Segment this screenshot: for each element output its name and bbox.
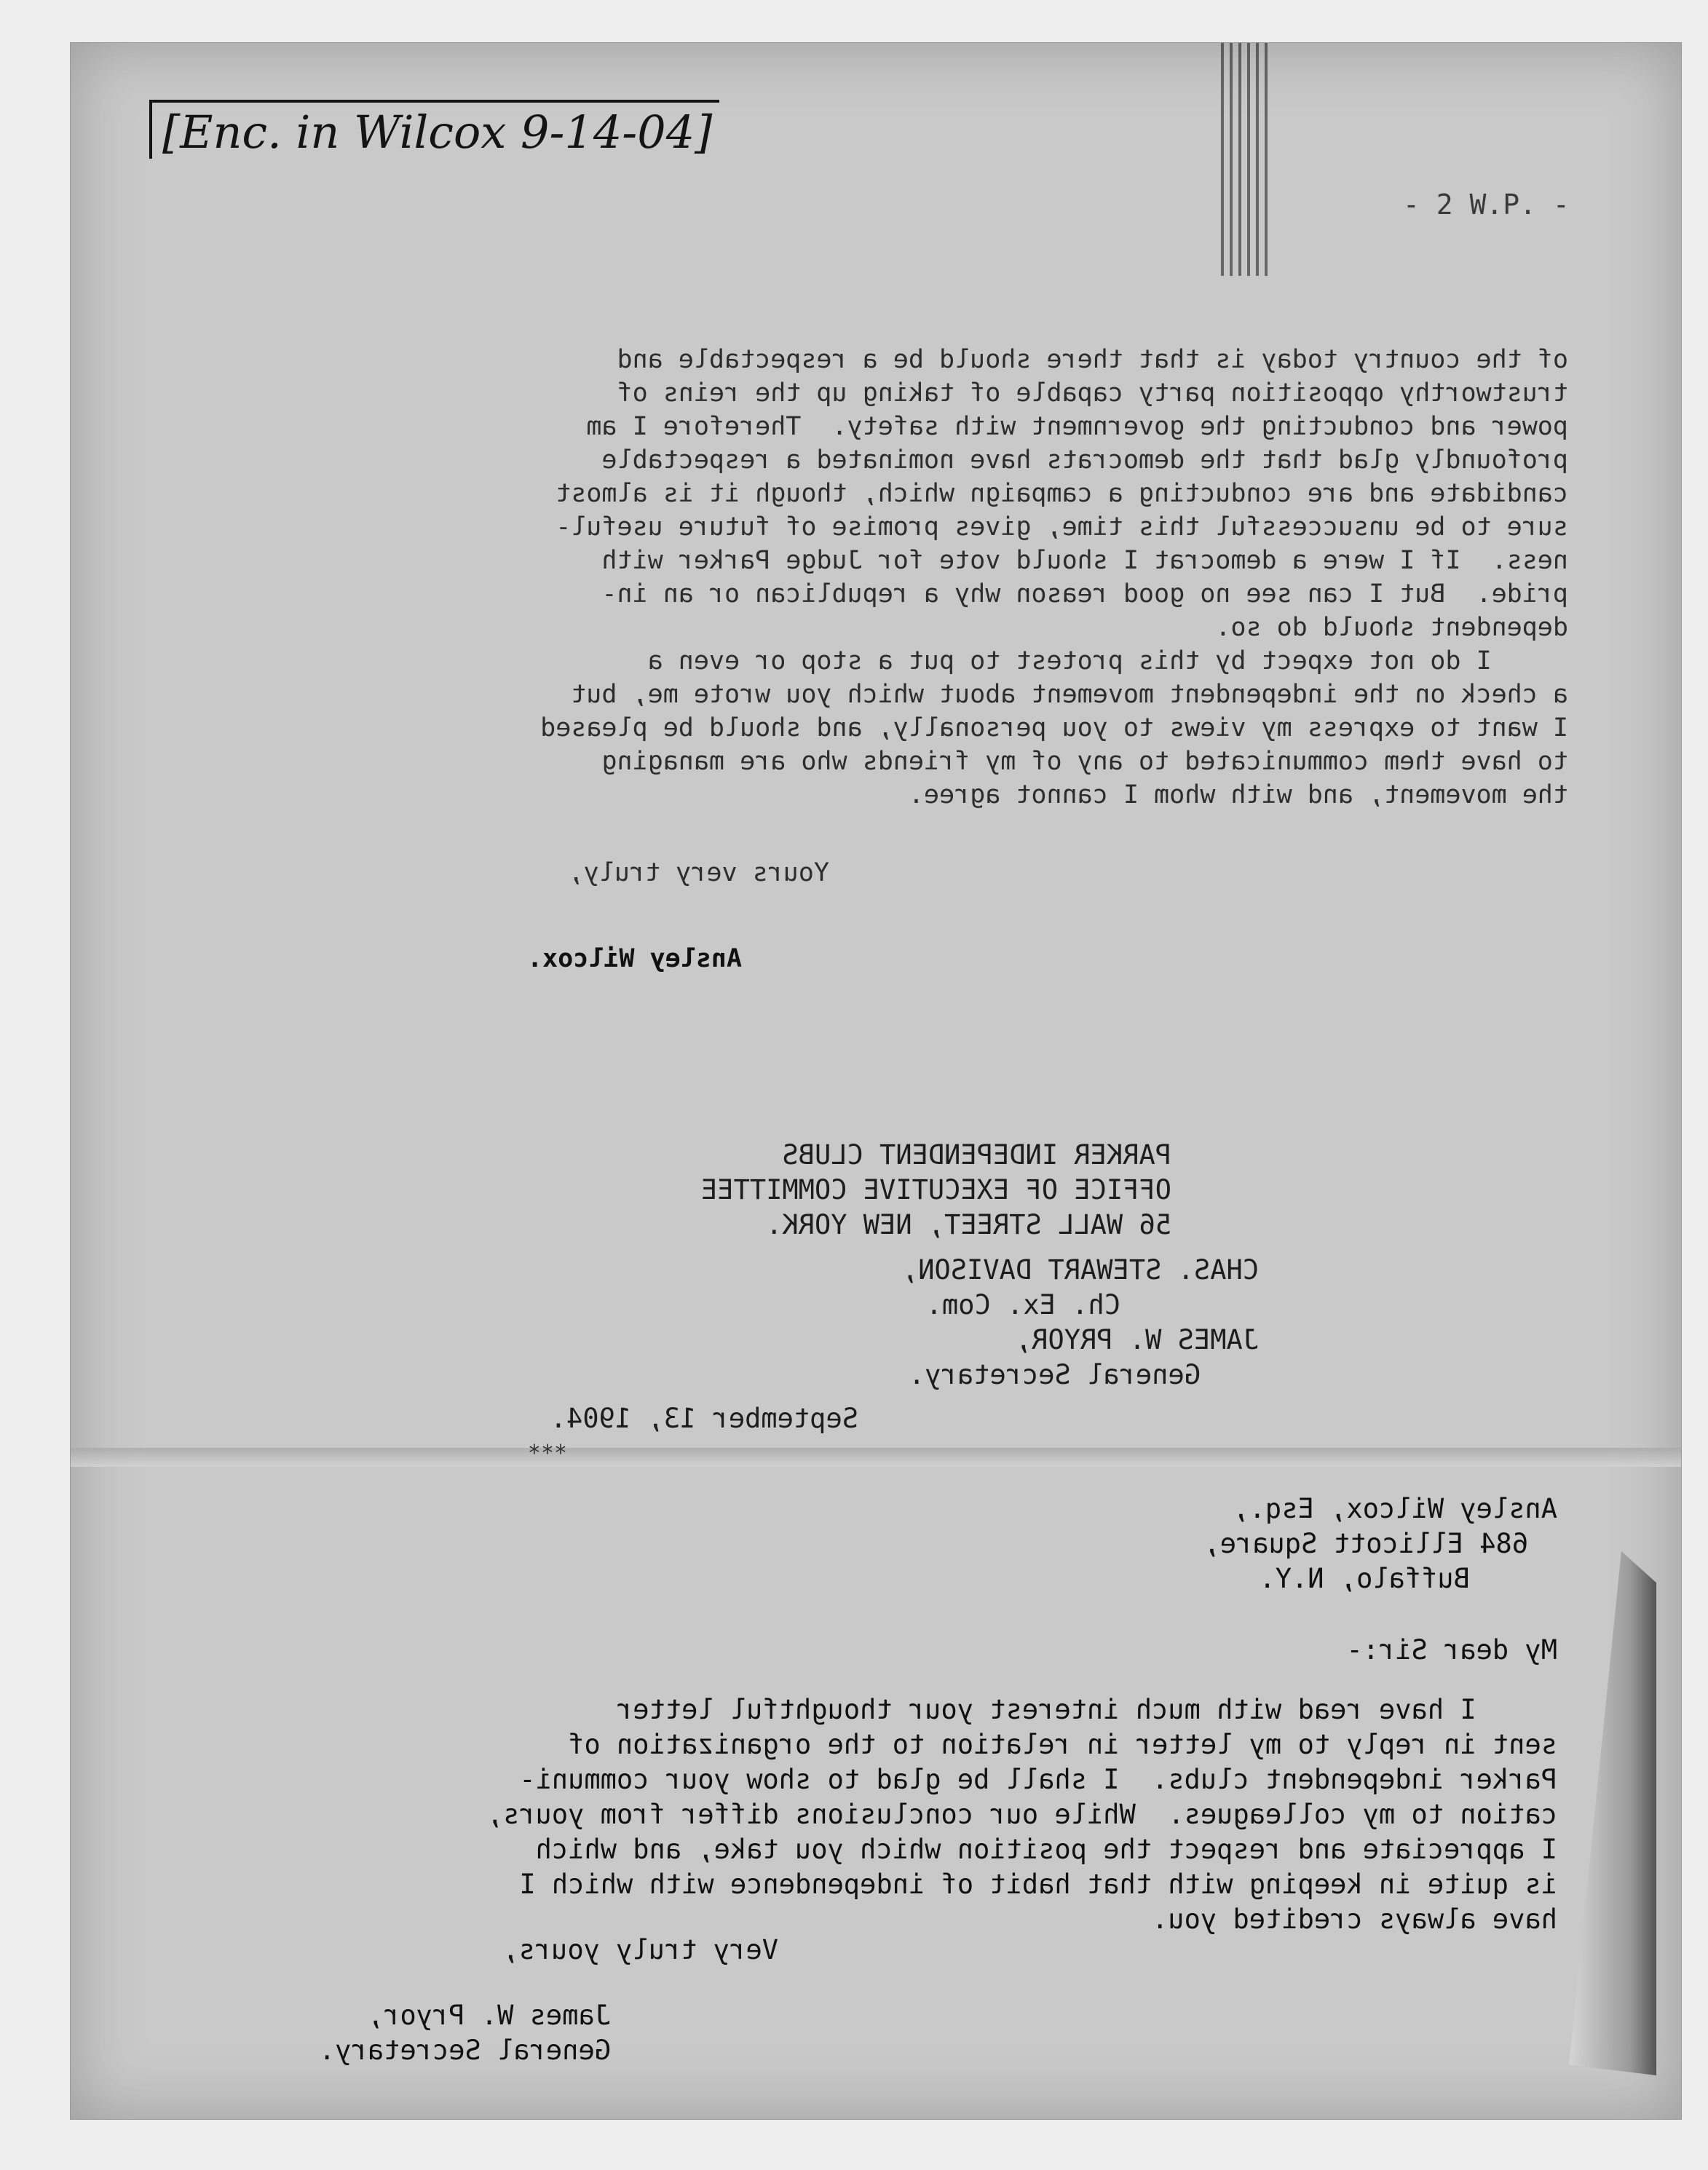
text-line: dependent should do so. [1215, 613, 1568, 642]
letterhead-line: OFFICE OF EXECUTIVE COMMITTEE [700, 1174, 1171, 1205]
letterhead-line: 56 WALL STREET, NEW YORK. [766, 1209, 1171, 1240]
letterhead [700, 1138, 1171, 1243]
text-line: is quite in keeping with that habit of independence with which I [519, 1869, 1557, 1900]
outgoing-letter-body [540, 343, 1568, 812]
separator-mark: *** [527, 1441, 567, 1466]
mirrored-letter-image [71, 43, 1681, 2119]
text-line: sent in reply to my letter in relation to the organization of [568, 1729, 1557, 1760]
address-line: 684 Ellicott Square, [1203, 1528, 1528, 1559]
text-line: candidate and are conducting a campaign which, though it is almost [556, 479, 1568, 508]
text-line: a check on the independent movement about which you wrote me, but [571, 680, 1568, 709]
officer-line: JAMES W. PRYOR, [1015, 1324, 1259, 1355]
letterhead-line: PARKER INDEPENDENT CLUBS [782, 1139, 1171, 1171]
text-line: ness. If I were a democrat I should vote for Judge Parker with [601, 546, 1568, 575]
officer-line: CHAS. STEWART DAVISON, [901, 1254, 1259, 1286]
page-mark: - 2 W.P. - [1403, 189, 1570, 221]
reply-closing: Very truly yours, [502, 1934, 778, 1965]
text-line: profoundly glad that the democrats have nominated a respectable [601, 446, 1568, 475]
text-line: to have them communicated to any of my friends who are managing [601, 747, 1568, 776]
letter-date: September 13, 1904. [550, 1403, 858, 1434]
outgoing-closing: Yours very truly, [568, 858, 829, 887]
address-line: Ansley Wilcox, Esq., [1233, 1493, 1557, 1524]
text-line: cation to my colleagues. While our conclusions differ from yours, [486, 1799, 1557, 1830]
text-line: the movement, and with whom I cannot agree. [908, 780, 1568, 809]
reply-letter-body [487, 1692, 1557, 1937]
document-page [70, 42, 1682, 2120]
text-line: have always credited you. [1152, 1904, 1557, 1935]
text-line: Parker independent clubs. I shall be glad to show your communi- [519, 1764, 1557, 1795]
archive-note: [Enc. in Wilcox 9-14-04] [149, 100, 719, 159]
text-line: I want to express my views to you personally, and should be pleased [540, 713, 1568, 743]
text-line: trustworthy opposition party capable of taking up the reins of [617, 379, 1568, 408]
reply-signature-block [319, 1998, 611, 2068]
text-line: power and conducting the government with safety. Therefore I am [586, 412, 1568, 441]
addressee-block [1203, 1492, 1557, 1596]
signature-title: General Secretary. [319, 2035, 611, 2066]
text-line: pride. But I can see no good reason why a republican or an in- [601, 579, 1568, 609]
address-line: Buffalo, N.Y. [1259, 1563, 1470, 1594]
text-line: of the country today is that there should be a respectable and [617, 345, 1568, 374]
officer-line: General Secretary. [909, 1359, 1201, 1390]
officers-block [902, 1253, 1259, 1393]
signature-name: James W. Pryor, [367, 2000, 611, 2031]
text-line: I appreciate and respect the position which you take, and which [535, 1834, 1557, 1865]
outgoing-signature: Ansley Wilcox. [526, 944, 742, 973]
text-line: I do not expect by this protest to put a stop or even a [647, 646, 1568, 676]
salutation: My dear Sir:- [1346, 1634, 1557, 1666]
outgoing-letter-closing-block [527, 855, 829, 976]
text-line: sure to be unsuccessful this time, gives promise of future useful- [556, 512, 1568, 542]
officer-line: Ch. Ex. Com. [925, 1289, 1120, 1320]
text-line: I have read with much interest your thoughtful letter [616, 1694, 1557, 1725]
